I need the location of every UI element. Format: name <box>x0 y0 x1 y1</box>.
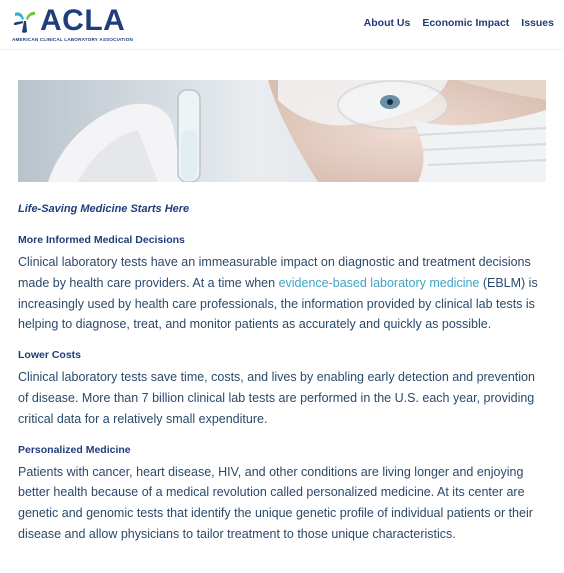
section-heading-informed-decisions: More Informed Medical Decisions <box>18 234 185 246</box>
logo-subtitle: AMERICAN CLINICAL LABORATORY ASSOCIATION <box>12 37 134 42</box>
paragraph-text: Clinical laboratory tests have an immeasurable impact on diagnostic and treatment decisions made by health care providers. At a time when <box>18 255 531 290</box>
lab-scientist-image <box>18 80 546 182</box>
paragraph-text: (EBLM) is increasingly used by health care professionals, the information provided by clinical lab tests is helping to diagnose, treat, and monitor patients as accurately and quickly as possible. <box>18 275 538 332</box>
logo-wordmark: ACLA <box>40 4 126 37</box>
section-heading-personalized-medicine: Personalized Medicine <box>18 443 131 456</box>
section-heading-lower-costs: Lower Costs <box>18 349 82 362</box>
eblm-link[interactable]: evidence-based laboratory medicine <box>278 275 480 290</box>
page-tagline: Life-Saving Medicine Starts Here <box>18 203 190 215</box>
main-content <box>18 201 546 545</box>
section-text-personalized-medicine: Patients with cancer, heart disease, HIV, and other conditions are living longer and enjoying better health because of a medical revolution called personalized medicine. At its center are genetic and genomic tests that identify the unique genetic profile of individual patients or their disease and allow physicians to tailor treatment to those unique characteristics. <box>18 464 533 541</box>
acla-logo[interactable] <box>12 6 142 42</box>
nav-economic-impact[interactable]: Economic Impact <box>422 17 510 29</box>
nav-about-us[interactable]: About Us <box>363 17 411 29</box>
site-header <box>0 0 564 50</box>
nav-issues[interactable]: Issues <box>521 17 554 29</box>
section-text-lower-costs: Clinical laboratory tests save time, costs, and lives by enabling early detection and prevention of disease. More than 7 billion clinical lab tests are performed in the U.S. each year, providing critical data for a relatively small expenditure. <box>18 370 535 426</box>
main-nav <box>364 17 554 29</box>
logo-mark-icon <box>12 8 38 34</box>
hero-image <box>18 80 546 182</box>
section-text-informed-decisions <box>18 252 546 335</box>
